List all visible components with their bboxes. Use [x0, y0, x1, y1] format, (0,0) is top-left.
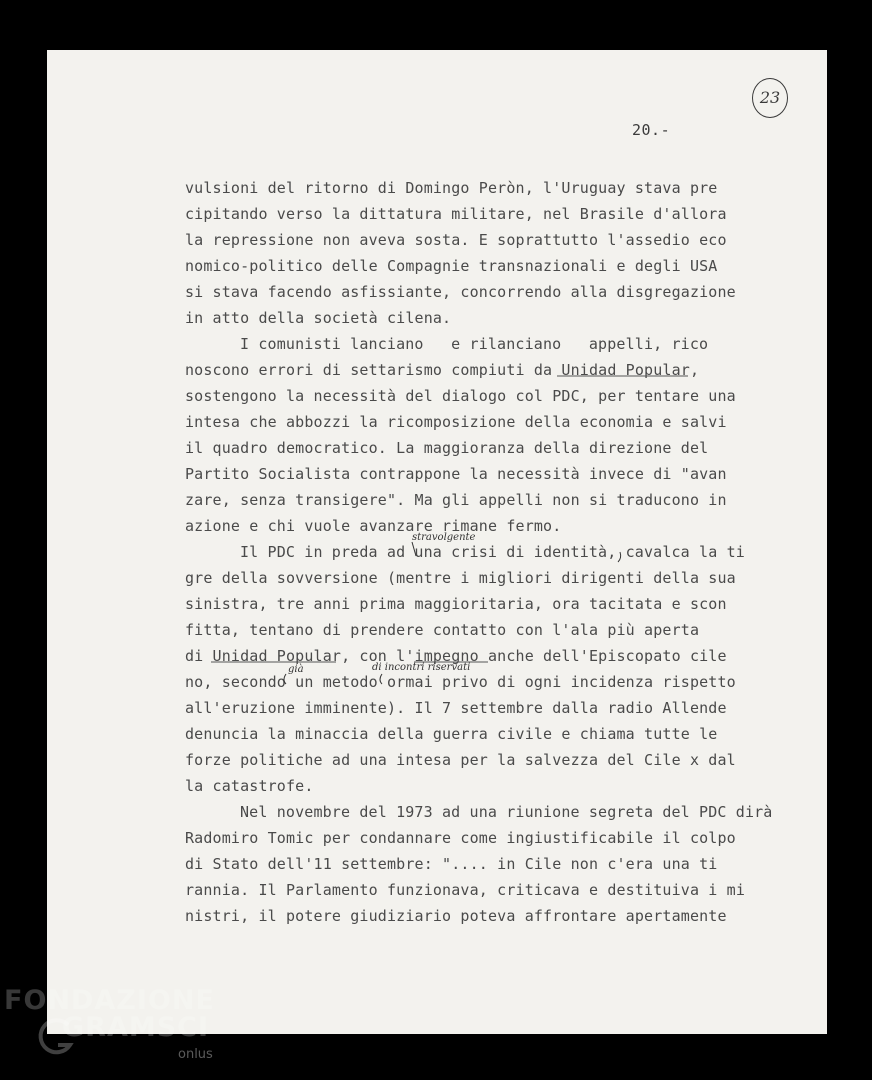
text-line: cipitando verso la dittatura militare, nel Brasile d'allora — [185, 205, 727, 223]
text-line: di Unidad Popular, con l'impegno anche dell'Episcopato cile — [185, 647, 727, 665]
insertion-mark-ormai — [380, 674, 382, 684]
comma-mark-identita — [618, 552, 621, 562]
watermark-logo-icon — [36, 1017, 76, 1057]
text-line: il quadro democratico. La maggioranza della direzione del — [185, 439, 709, 457]
text-line: I comunisti lanciano e rilanciano appelli, rico — [240, 335, 709, 353]
text-line: in atto della società cilena. — [185, 309, 452, 327]
handwritten-annotation-metodo: già — [288, 664, 304, 675]
text-line: sostengono la necessità del dialogo col PDC, per tentare una — [185, 387, 736, 405]
text-line: vulsioni del ritorno di Domingo Peròn, l'Uruguay stava pre — [185, 179, 718, 197]
text-line: la repressione non aveva sosta. E soprattutto l'assedio eco — [185, 231, 727, 249]
page-number: 20.- — [632, 121, 671, 139]
text-line: sinistra, tre anni prima maggioritaria, ora tacitata e scon — [185, 595, 727, 613]
watermark-onlus: onlus — [178, 1047, 213, 1062]
text-line: Radomiro Tomic per condannare come ingiustificabile il colpo — [185, 829, 736, 847]
text-line: Il PDC in preda ad una crisi di identità, cavalca la ti — [240, 543, 745, 561]
text-line: si stava facendo asfissiante, concorrendo alla disgregazione — [185, 283, 736, 301]
insertion-mark-crisi — [412, 542, 416, 556]
text-line: di Stato dell'11 settembre: ".... in Cile non c'era una ti — [185, 855, 718, 873]
watermark-fondazione: FONDAZIONE — [4, 985, 215, 1016]
text-line: denuncia la minaccia della guerra civile e chiama tutte le — [185, 725, 718, 743]
text-line: Partito Socialista contrappone la necessità invece di "avan — [185, 465, 727, 483]
text-line: Nel novembre del 1973 ad una riunione segreta del PDC dirà — [240, 803, 773, 821]
text-line: intesa che abbozzi la ricomposizione della economia e salvi — [185, 413, 727, 431]
text-line: nistri, il potere giudiziario poteva affrontare apertamente — [185, 907, 727, 925]
insertion-mark-metodo — [284, 674, 286, 684]
text-line: forze politiche ad una intesa per la salvezza del Cile x dal — [185, 751, 736, 769]
text-line: zare, senza transigere". Ma gli appelli non si traducono in — [185, 491, 727, 509]
handwritten-annotation-crisi: stravolgente — [412, 532, 476, 543]
text-line: nomico-politico delle Compagnie transnazionali e degli USA — [185, 257, 718, 275]
watermark-gramsci: GRAMSCI — [62, 1012, 210, 1043]
handwritten-annotation-ormai: di incontri riservati — [372, 662, 471, 673]
text-line: noscono errori di settarismo compiuti da Unidad Popular, — [185, 361, 700, 379]
text-line: fitta, tentano di prendere contatto con l'ala più aperta — [185, 621, 700, 639]
text-line: no, secondo un metodo ormai privo di ogni incidenza rispetto — [185, 673, 736, 691]
text-line: all'eruzione imminente). Il 7 settembre dalla radio Allende — [185, 699, 727, 717]
text-line: rannia. Il Parlamento funzionava, criticava e destituiva i mi — [185, 881, 746, 899]
archive-page-stamp: 23 — [752, 78, 788, 118]
text-line: azione e chi vuole avanzare rimane fermo. — [185, 517, 562, 535]
text-line: la catastrofe. — [185, 777, 314, 795]
text-line: gre della sovversione (mentre i migliori dirigenti della sua — [185, 569, 736, 587]
